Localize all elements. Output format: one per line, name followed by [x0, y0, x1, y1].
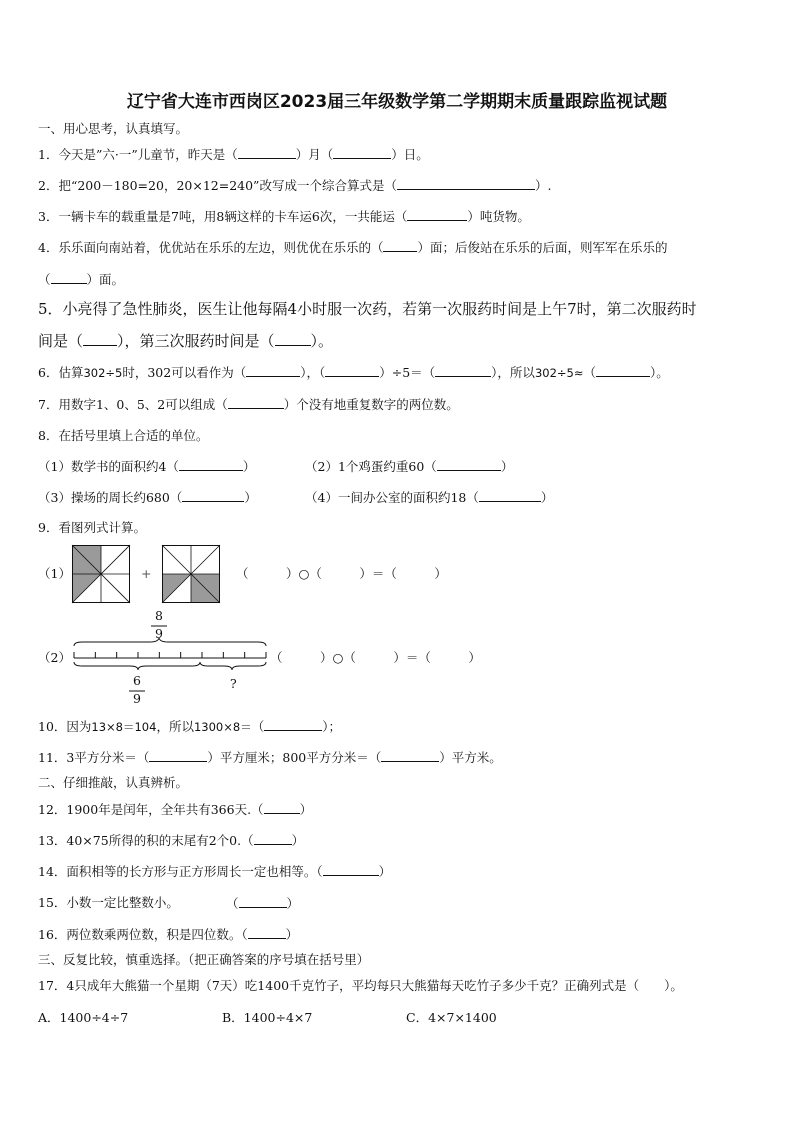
q2-text-a: 2．把“200－180=20，20×12=240”改写成一个综合算式是（	[38, 178, 397, 193]
q6-blank-1[interactable]	[246, 364, 300, 377]
q9-part-1-label: （1）	[38, 566, 71, 581]
q11-text-c: ）平方米。	[439, 750, 502, 765]
q16-blank[interactable]	[248, 926, 286, 939]
q15-text-c: ）	[286, 896, 300, 911]
page-title: 辽宁省大连市西岗区2023届三年级数学第二学期期末质量跟踪监视试题	[126, 92, 668, 112]
section-2-heading: 二、仔细推敲，认真辨析。	[38, 775, 189, 790]
q8-item-1-close: ）	[242, 459, 256, 474]
q4-text-d: ）面。	[86, 272, 125, 287]
q8-item-3	[38, 489, 257, 506]
q4-blank-1[interactable]	[383, 239, 417, 252]
question-8: 8．在括号里填上合适的单位。	[38, 428, 209, 443]
question-10	[38, 718, 341, 735]
q9-square-1	[72, 545, 130, 603]
q17-option-b[interactable]: B．1400÷4×7	[222, 1010, 313, 1025]
q13-text-b: ）	[291, 833, 305, 848]
q8-item-1	[38, 458, 255, 475]
question-1	[38, 146, 429, 163]
question-5-line-2	[38, 332, 333, 350]
top-brace	[74, 638, 266, 646]
question-9: 9．看图列式计算。	[38, 520, 146, 535]
q6-text-a: 6．估算	[38, 365, 84, 380]
q4-text-c: （	[38, 272, 51, 287]
q9-top-numerator: 8	[155, 608, 163, 623]
q10-blank[interactable]	[264, 718, 322, 731]
q4-text-a: 4．乐乐面向南站着，优优站在乐乐的左边，则优优在乐乐的（	[38, 240, 384, 255]
q10-text-d: ）；	[322, 719, 341, 734]
q8-item-1-text: （1）数学书的面积约4（	[38, 459, 179, 474]
q10-expr: 13×8＝104	[91, 720, 157, 734]
q9-unknown-mark: ?	[230, 676, 237, 691]
q5-blank-2[interactable]	[275, 333, 311, 346]
q8-blank-4[interactable]	[479, 489, 541, 502]
q8-item-2	[305, 458, 513, 475]
question-12	[38, 801, 312, 818]
q9-part-1-equation[interactable]: （ ）○（ ）＝（ ）	[236, 566, 447, 581]
q6-text-e: ），所以	[491, 365, 535, 380]
q8-blank-3[interactable]	[182, 489, 244, 502]
question-6	[38, 364, 669, 381]
bottom-brace-left	[74, 662, 200, 670]
q3-blank[interactable]	[407, 208, 467, 221]
question-7	[38, 396, 459, 413]
q5-text-c: ），第三次服药时间是（	[117, 332, 275, 350]
q12-blank[interactable]	[264, 801, 300, 814]
question-15	[38, 895, 179, 911]
question-5-line-1: 5．小亮得了急性肺炎，医生让他每隔4小时服一次药，若第一次服药时间是上午7时，第二次服药时	[38, 300, 697, 318]
q6-blank-2[interactable]	[325, 364, 379, 377]
q3-text-b: ）吨货物。	[467, 209, 530, 224]
q9-bottom-numerator: 6	[133, 673, 141, 688]
q6-blank-4[interactable]	[596, 364, 650, 377]
q8-item-4	[305, 489, 553, 506]
q10-expr2: 1300×8＝	[193, 720, 252, 734]
q11-text-a: 11．3平方分米＝（	[38, 750, 150, 765]
q11-text-b: ）平方厘米；800平方分米＝（	[207, 750, 382, 765]
q8-blank-1[interactable]	[179, 458, 243, 471]
question-4-line-1	[38, 239, 667, 256]
q6-text-g: ）。	[650, 365, 669, 380]
q4-text-b: ）面；后俊站在乐乐的后面，则军军在乐乐的	[417, 240, 668, 255]
q8-item-3-close: ）	[244, 490, 257, 505]
q6-blank-3[interactable]	[435, 364, 491, 377]
q9-part-2-equation[interactable]: （ ）○（ ）＝（ ）	[270, 650, 481, 665]
q13-text-a: 13．40×75所得的积的末尾有2个0.（	[38, 833, 254, 848]
q8-item-3-text: （3）操场的周长约680（	[38, 490, 183, 505]
question-11	[38, 749, 502, 766]
q9-number-line	[72, 640, 272, 680]
question-4-line-2	[38, 271, 124, 288]
q8-item-4-close: ）	[540, 490, 554, 505]
question-13	[38, 832, 304, 849]
q5-blank-1[interactable]	[83, 333, 117, 346]
q6-text-c: ），（	[300, 365, 326, 380]
bottom-brace-right	[200, 662, 266, 670]
q9-part-2-label: （2）	[38, 650, 71, 665]
question-15-answer	[226, 895, 299, 912]
q16-text-b: ）	[285, 927, 299, 942]
q14-text-a: 14．面积相等的长方形与正方形周长一定也相等。（	[38, 864, 323, 879]
q2-text-b: ）.	[534, 178, 552, 193]
section-3-heading: 三、反复比较，慎重选择。（把正确答案的序号填在括号里）	[38, 952, 370, 967]
q1-text-a: 1．今天是”六·一”儿童节，昨天是（	[38, 147, 238, 162]
q8-item-2-close: ）	[500, 459, 514, 474]
q1-text-c: ）日。	[391, 147, 429, 162]
question-2	[38, 177, 551, 194]
q9-bottom-denominator: 9	[133, 691, 141, 706]
q9-square-2	[162, 545, 220, 603]
number-line-ticks	[74, 652, 266, 658]
q10-text-c: （	[251, 719, 265, 734]
q4-blank-2[interactable]	[51, 271, 87, 284]
q6-text-d: ）÷5＝（	[379, 365, 436, 380]
q1-text-b: ）月（	[295, 147, 334, 162]
question-14	[38, 863, 391, 880]
q7-text-b: ）个没有地重复数字的两位数。	[283, 397, 459, 412]
q7-text-a: 7．用数字1、0、5、2可以组成（	[38, 397, 228, 412]
question-3	[38, 208, 530, 225]
q9-plus-sign: +	[141, 566, 152, 581]
q8-item-4-text: （4）一间办公室的面积约18（	[305, 490, 479, 505]
q11-blank-2[interactable]	[381, 749, 439, 762]
q5-text-b: 间是（	[38, 332, 84, 350]
q2-blank[interactable]	[397, 177, 535, 190]
q6-text-b: 时，302可以看作为（	[122, 365, 247, 380]
q1-blank-month[interactable]	[238, 146, 296, 159]
q8-item-2-text: （2）1个鸡蛋约重60（	[305, 459, 437, 474]
q11-blank-1[interactable]	[149, 749, 207, 762]
q12-text-b: ）	[299, 802, 313, 817]
q10-text-a: 10．因为	[38, 719, 92, 734]
q6-expr1: 302÷5	[83, 366, 123, 380]
q3-text-a: 3．一辆卡车的载重量是7吨，用8辆这样的卡车运6次，一共能运（	[38, 209, 408, 224]
q13-blank[interactable]	[254, 832, 292, 845]
section-1-heading: 一、用心思考，认真填写。	[38, 121, 189, 136]
q7-blank[interactable]	[228, 396, 284, 409]
q16-text-a: 16．两位数乘两位数，积是四位数。（	[38, 927, 248, 942]
q10-text-b: ，所以	[156, 719, 194, 734]
q6-text-f: （	[583, 365, 596, 380]
q17-option-c[interactable]: C．4×7×1400	[406, 1010, 497, 1025]
q14-blank[interactable]	[323, 863, 379, 876]
q15-blank[interactable]	[239, 895, 287, 908]
q15-text-b: （	[226, 896, 239, 911]
question-17: 17．4只成年大熊猫一个星期（7天）吃1400千克竹子，平均每只大熊猫每天吃竹子多少千克？正确列式是（ ）。	[38, 978, 683, 993]
q1-blank-day[interactable]	[333, 146, 391, 159]
q9-top-denominator: 9	[155, 626, 163, 641]
q14-text-b: ）	[378, 864, 392, 879]
q8-blank-2[interactable]	[437, 458, 501, 471]
q5-text-d: ）。	[310, 332, 334, 350]
q17-option-a[interactable]: A．1400÷4÷7	[38, 1010, 129, 1025]
question-16	[38, 926, 298, 943]
q15-text-a: 15．小数一定比整数小。	[38, 895, 179, 910]
q12-text-a: 12．1900年是闰年，全年共有366天.（	[38, 802, 264, 817]
q6-expr2: 302÷5≈	[534, 366, 584, 380]
